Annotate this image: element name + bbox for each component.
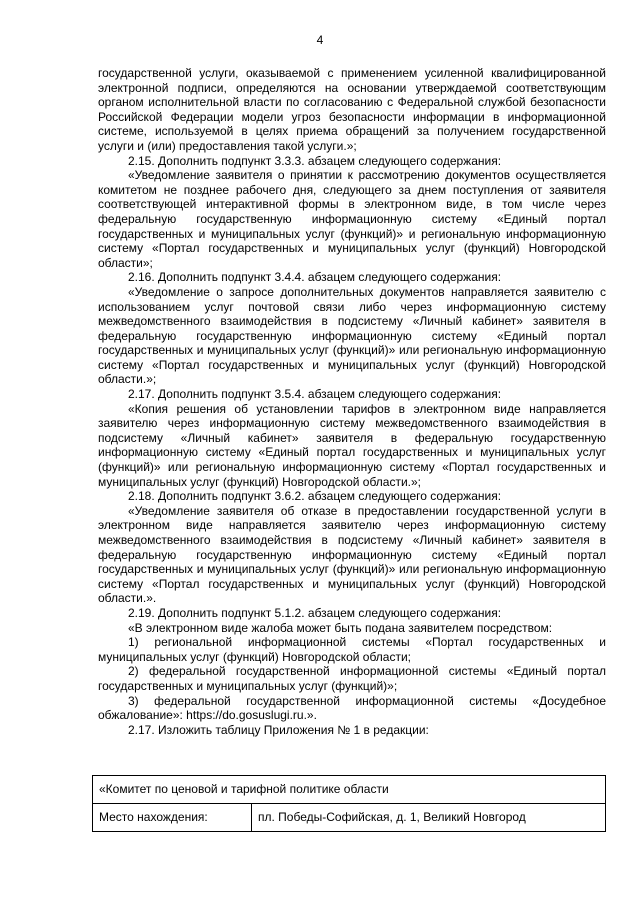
paragraph: «Уведомление заявителя о принятии к рассмотрению документов осуществляется комитетом не позднее рабочего дня, следующего за днем поступления от заявителя соответствующей интерактивной формы в электронном виде, в том числе через федеральную государственную информационную систему «Единый портал государственных и муниципальных услуг (функций)» и региональную информационную систему «Портал государственных и муниципальных услуг (функций) Новгородской области»; — [98, 168, 606, 270]
table-row — [93, 804, 606, 832]
table-header-cell: «Комитет по ценовой и тарифной политике области — [93, 776, 606, 804]
paragraph: «В электронном виде жалоба может быть подана заявителем посредством: — [128, 620, 553, 635]
paragraph: 2.16. Дополнить подпункт 3.4.4. абзацем следующего содержания: — [128, 270, 502, 285]
paragraph: «Уведомление заявителя об отказе в предоставлении государственной услуги в электронном виде направляется заявителю через информационную систему межведомственного взаимодействия в подсистему «Личный кабинет» заявителя в федеральную государственную информационную систему «Единый портал государственных и муниципальных услуг (функций)» или региональную информационную систему «Портал государственных и муниципальных услуг (функций) Новгородской области.». — [98, 503, 606, 606]
paragraph: 2.19. Дополнить подпункт 5.1.2. абзацем следующего содержания: — [128, 605, 502, 620]
paragraph: государственной услуги, оказываемой с применением усиленной квалифицированной электронной подписи, определяются на основании утверждаемой соответствующим органом исполнительной власти по согласованию с Федеральной службой безопасности Российской Федерации модели угроз безопасности информации в информационной системе, используемой в целях приема обращений за получением государственной услуги и (или) предоставления такой услуги.»; — [98, 66, 606, 153]
table-header-row — [93, 776, 606, 804]
paragraph: 2.18. Дополнить подпункт 3.6.2. абзацем следующего содержания: — [128, 489, 502, 504]
table-value-cell: пл. Победы-Софийская, д. 1, Великий Новгород — [252, 804, 606, 832]
paragraph: 2.17. Дополнить подпункт 3.5.4. абзацем следующего содержания: — [128, 387, 502, 402]
paragraph: 3) федеральной государственной информационной системы «Досудебное обжалование»: https://do.gosuslugi.ru.». — [98, 693, 606, 723]
organization-table — [92, 775, 606, 832]
page-number: 4 — [316, 33, 324, 47]
document-body — [98, 66, 606, 737]
paragraph: 1) региональной информационной системы «Портал государственных и муниципальных услуг (функций) Новгородской области; — [98, 635, 606, 664]
paragraph: 2.15. Дополнить подпункт 3.3.3. абзацем следующего содержания: — [128, 153, 502, 168]
paragraph: «Копия решения об установлении тарифов в электронном виде направляется заявителю через информационную систему межведомственного взаимодействия в подсистему «Личный кабинет» заявителя в федеральную государственную информационную систему «Единый портал государственных и муниципальных услуг (функций)» или региональную информационную систему «Портал государственных и муниципальных услуг (функций) Новгородской области.»; — [98, 401, 606, 489]
paragraph: 2.17. Изложить таблицу Приложения № 1 в редакции: — [128, 722, 429, 737]
table-label-cell: Место нахождения: — [93, 804, 252, 832]
paragraph: 2) федеральной государственной информационной системы «Единый портал государственных и муниципальных услуг (функций)»; — [98, 664, 606, 693]
paragraph: «Уведомление о запросе дополнительных документов направляется заявителю с использованием услуг почтовой связи либо через информационную систему межведомственного взаимодействия в подсистему «Личный кабинет» заявителя в федеральную государственную информационную систему «Единый портал государственных и муниципальных услуг (функций)» или региональную информационную систему «Портал государственных и муниципальных услуг (функций) Новгородской области.»; — [98, 284, 606, 387]
